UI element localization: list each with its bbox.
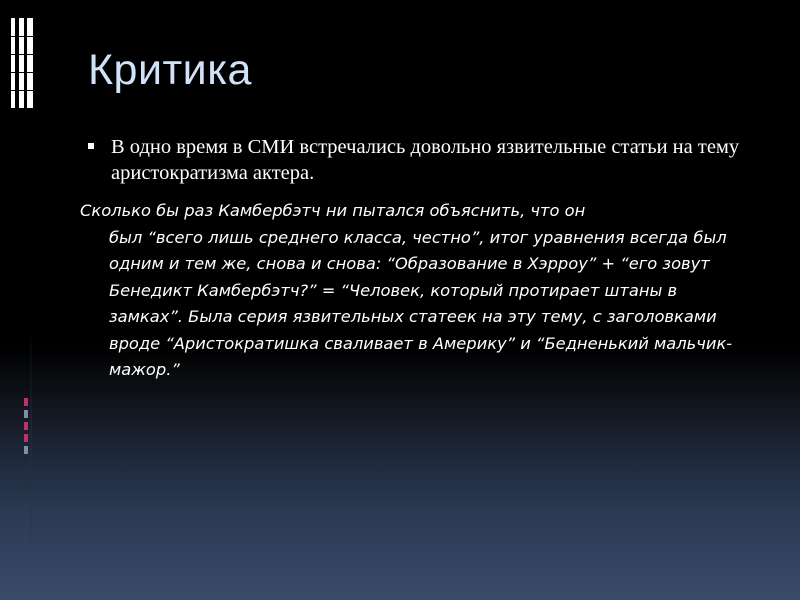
bullet-item bbox=[88, 134, 748, 186]
bullet-text: В одно время в СМИ встречались довольно язвительные статьи на тему аристократизма актера. bbox=[111, 136, 740, 184]
paragraph-first-line: Сколько бы раз Камбербэтч ни пытался объяснить, что он bbox=[80, 201, 586, 220]
decorative-bars-icon bbox=[5, 18, 33, 108]
body-paragraph bbox=[80, 198, 740, 384]
square-bullet-icon bbox=[88, 143, 94, 149]
paragraph-rest: был “всего лишь среднего класса, честно”, итог уравнения всегда был одним и тем же, снова и снова: “Образование в Хэрроу” + “его зовут Бенедикт Камбербэтч?” = “Человек, который протирает штаны в замках”. Была серия язвительных статеек на эту тему, с заголовками вроде “Аристократишка сваливает в Америку” и “Бедненький мальчик-мажор.” bbox=[109, 227, 733, 379]
slide-title: Критика bbox=[88, 46, 252, 94]
decorative-accent-marks bbox=[24, 398, 28, 454]
